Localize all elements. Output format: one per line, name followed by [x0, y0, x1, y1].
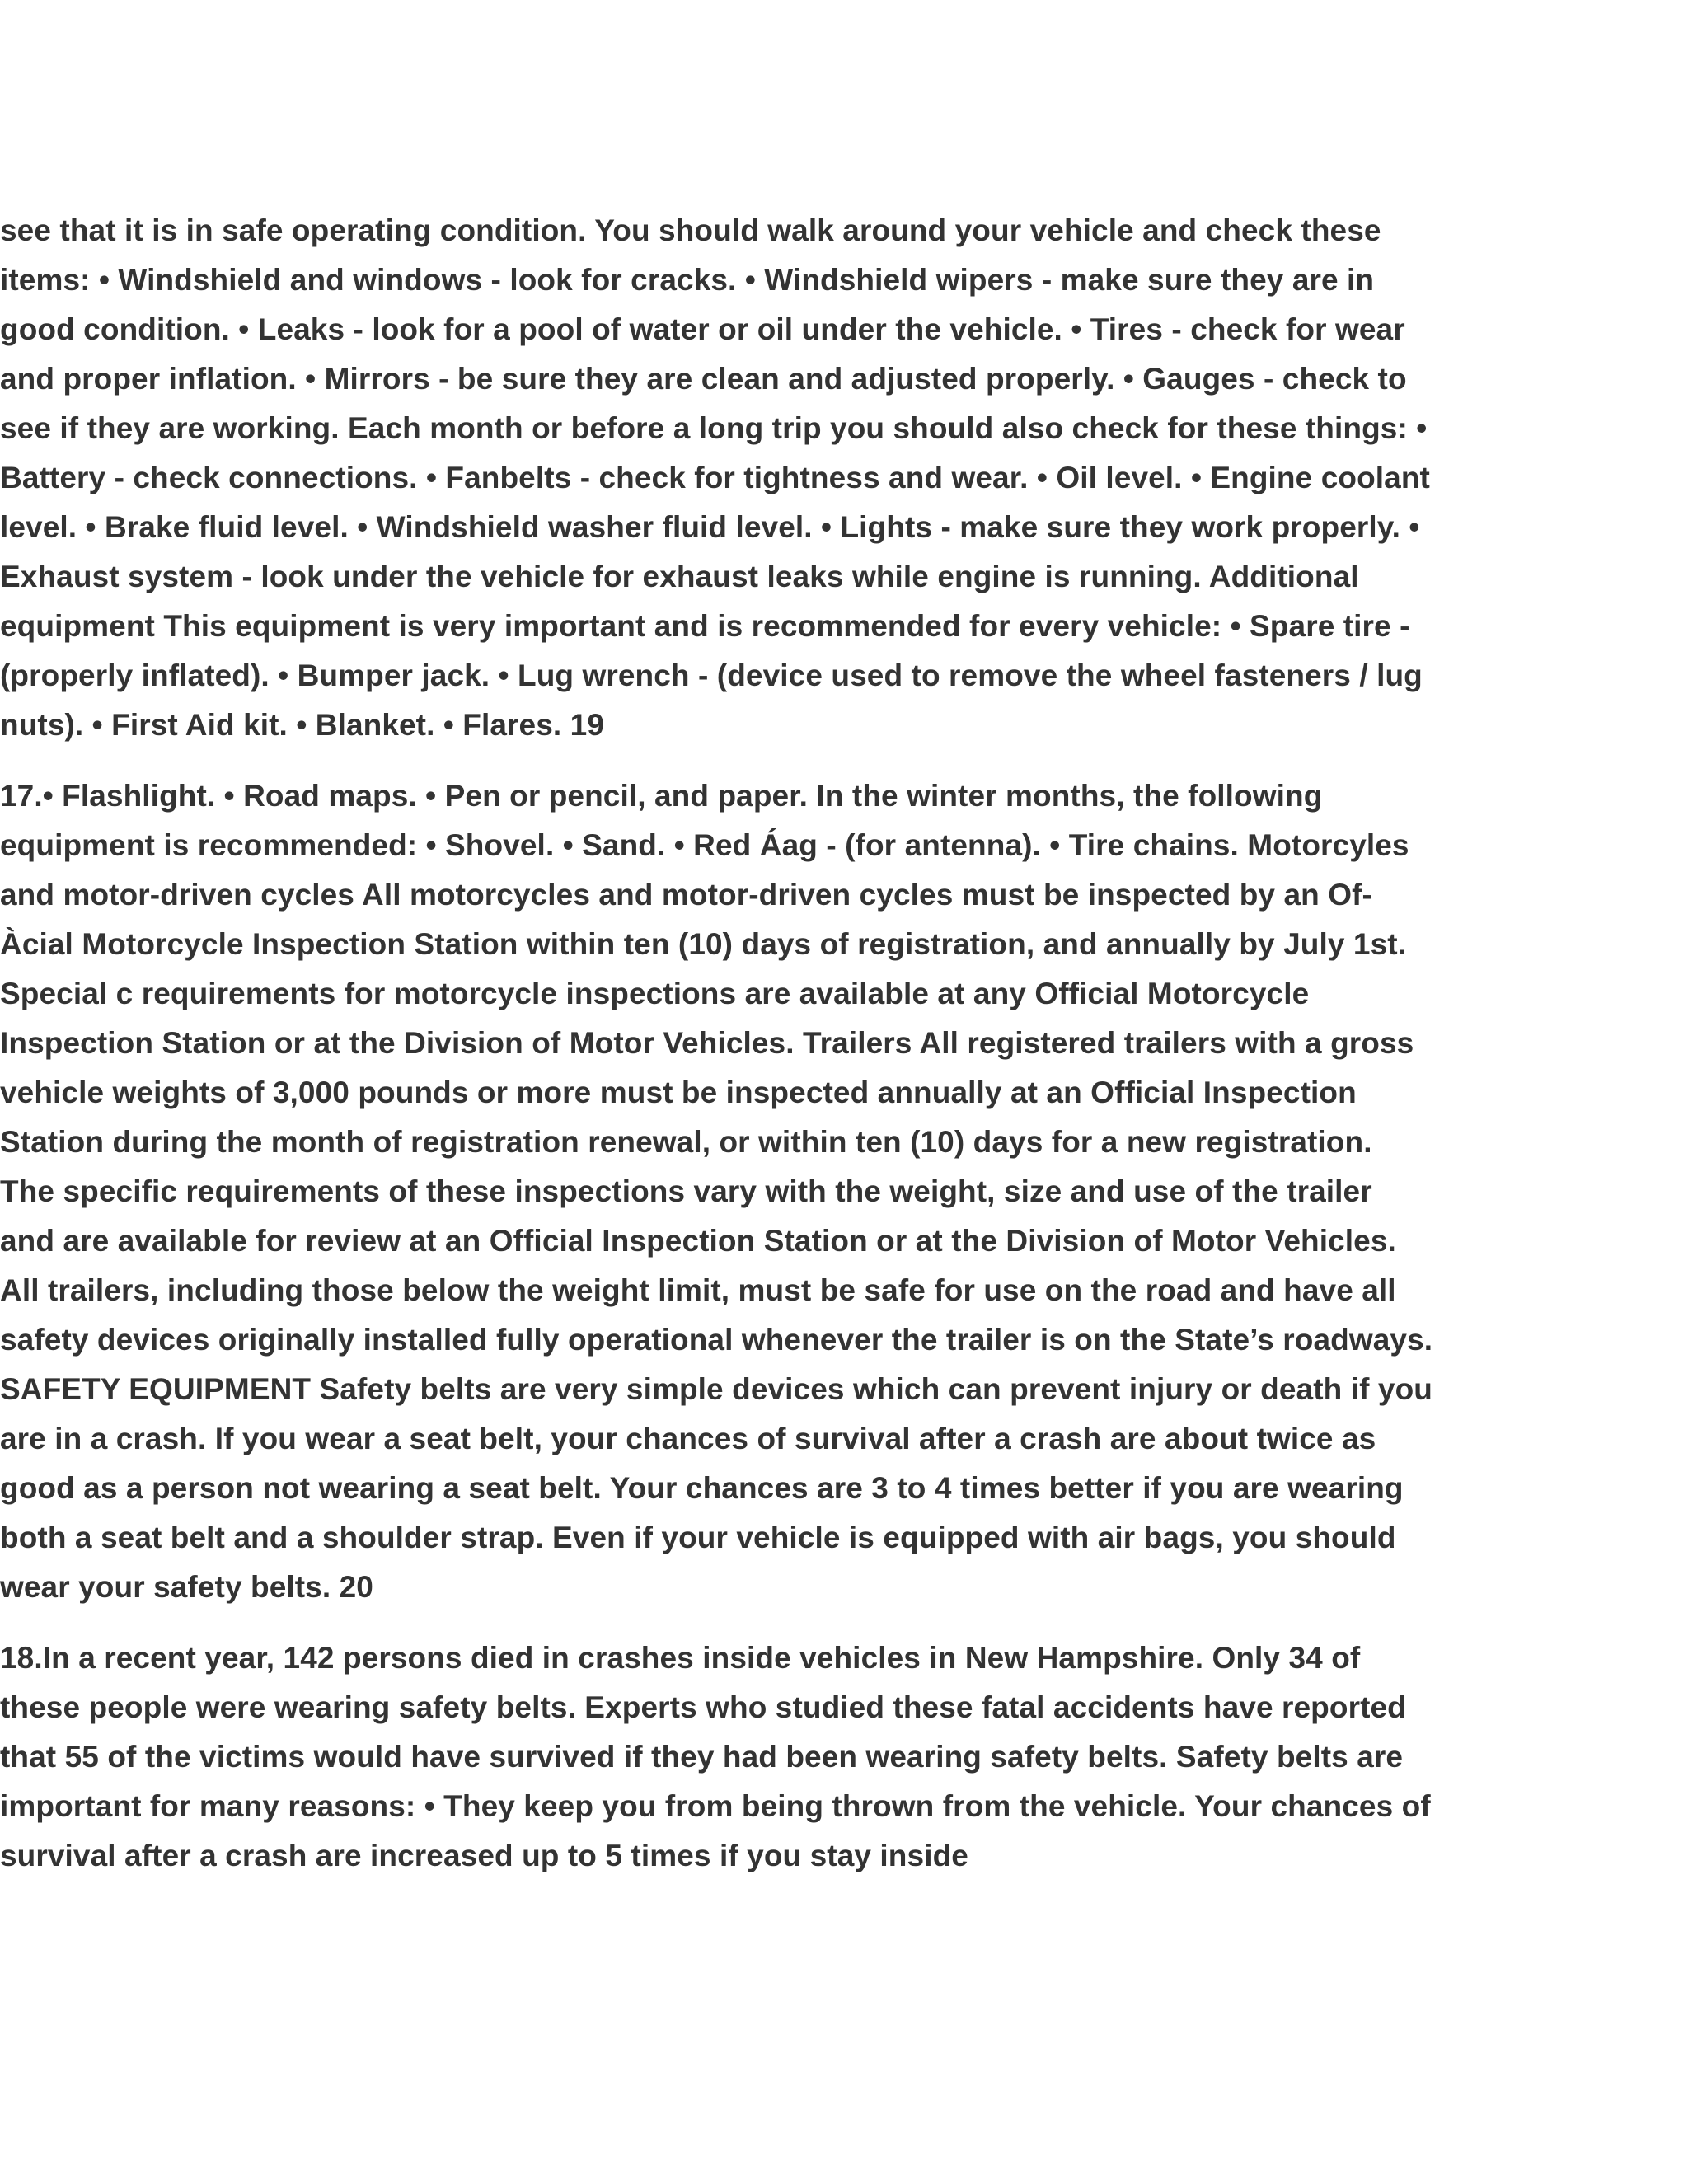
- paragraph-vehicle-checks: see that it is in safe operating condition. You should walk around your vehicle and check these items: • Windshield and windows - look for cracks. • Windshield wipers - make sure they are in good condition. • Leaks - look for a pool of water or oil under the vehicle. • Tires - check for wear and proper inflation. • Mirrors - be sure they are clean and adjusted properly. • Gauges - check to see if they are working. Each month or before a long trip you should also check for these things: • Battery - check connections. • Fanbelts - check for tightness and wear. • Oil level. • Engine coolant level. • Brake fluid level. • Windshield washer fluid level. • Lights - make sure they work properly. • Exhaust system - look under the vehicle for exhaust leaks while engine is running. Additional equipment This equipment is very important and is recommended for every vehicle: • Spare tire - (properly inflated). • Bumper jack. • Lug wrench - (device used to remove the wheel fasteners / lug nuts). • First Aid kit. • Blanket. • Flares. 19: [0, 213, 1430, 742]
- paragraph-equipment-inspections: 17.• Flashlight. • Road maps. • Pen or pencil, and paper. In the winter months, the following equipment is recommended: • Shovel. • Sand. • Red Áag - (for antenna). • Tire chains. Motorcyles and motor-driven cycles All motorcycles and motor-driven cycles must be inspected by an Of- Àcial Motorcycle Inspection Station within ten (10) days of registration, and annually by July 1st. Special c requirements for motorcycle inspections are available at any Official Motorcycle Inspection Station or at the Division of Motor Vehicles. Trailers All registered trailers with a gross vehicle weights of 3,000 pounds or more must be inspected annually at an Official Inspection Station during the month of registration renewal, or within ten (10) days for a new registration. The specific requirements of these inspections vary with the weight, size and use of the trailer and are available for review at an Official Inspection Station or at the Division of Motor Vehicles. All trailers, including those below the weight limit, must be safe for use on the road and have all safety devices originally installed fully operational whenever the trailer is on the State’s roadways. SAFETY EQUIPMENT Safety belts are very simple devices which can prevent injury or death if you are in a crash. If you wear a seat belt, your chances of survival after a crash are about twice as good as a person not wearing a seat belt. Your chances are 3 to 4 times better if you are wearing both a seat belt and a shoulder strap. Even if your vehicle is equipped with air bags, you should wear your safety belts. 20: [0, 779, 1433, 1604]
- document-page: [0, 206, 1434, 1902]
- paragraph-safety-belts: 18.In a recent year, 142 persons died in crashes inside vehicles in New Hampshire. Only 34 of these people were wearing safety belts. Experts who studied these fatal accidents have reported that 55 of the victims would have survived if they had been wearing safety belts. Safety belts are important for many reasons: • They keep you from being thrown from the vehicle. Your chances of survival after a crash are increased up to 5 times if you stay inside: [0, 1641, 1431, 1872]
